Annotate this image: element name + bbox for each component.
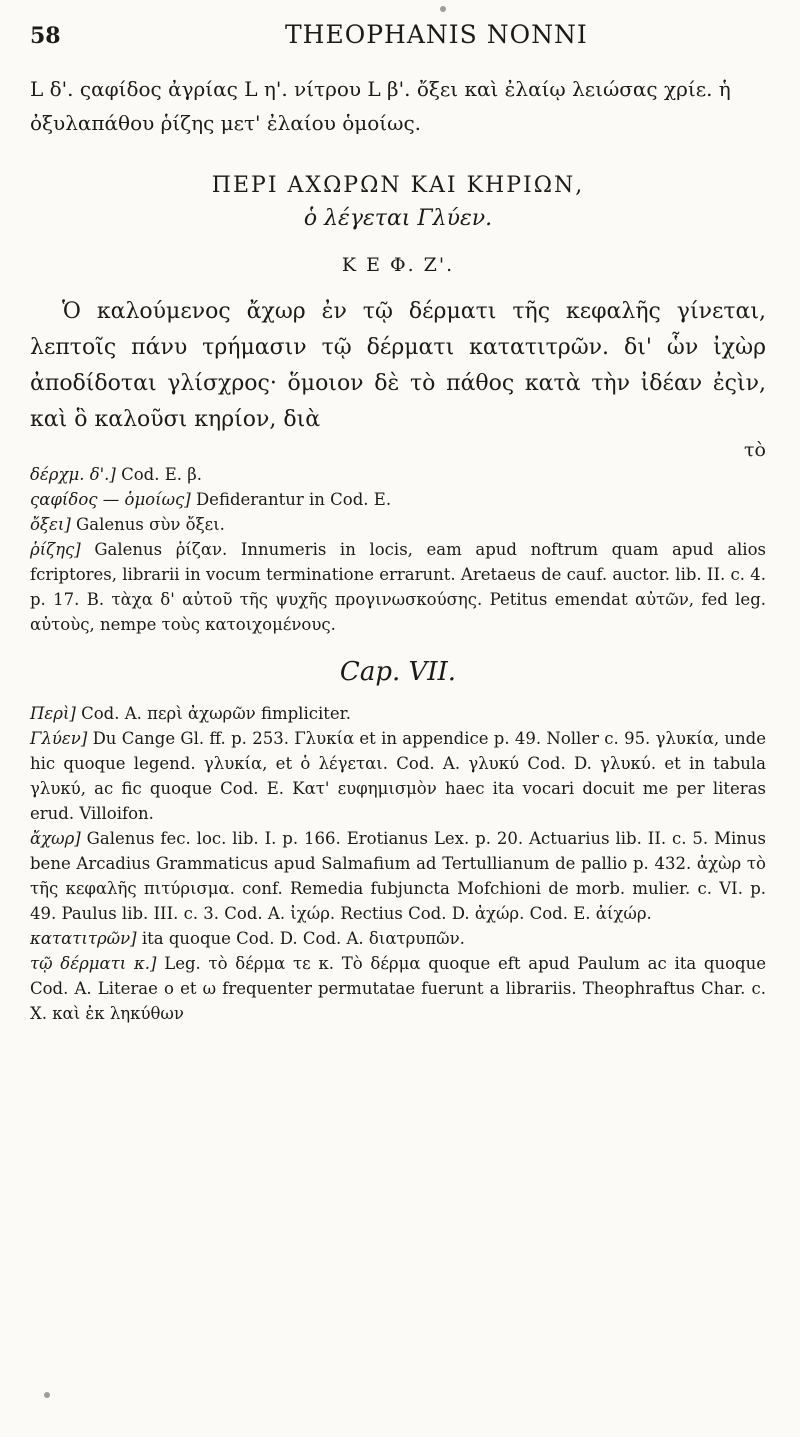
note-text: Galenus ῥίζαν. Innumeris in locis, eam apud noftrum quam apud alios fcriptores, librarii in vocum terminatione errarunt. Aretaeus de cauf. auctor. lib. II. c. 4. p. 17. B. τὰχα δ' αὐτοῦ τῆς ψυχῆς προγινωσκούσης. Petitus emendat αὐτῶν, fed leg. αὐτοὺς, nempe τοὺς κατοιχομένους. <box>30 540 767 634</box>
note-item <box>30 512 766 537</box>
note-lemma: ἄχωρ] <box>30 829 81 848</box>
note-lemma: κατατιτρῶν] <box>30 929 137 948</box>
running-title: THEOPHANIS NONNI <box>285 20 588 49</box>
page-number: 58 <box>30 23 61 49</box>
note-item <box>30 462 766 487</box>
note-text: Defiderantur in Cod. E. <box>195 490 392 509</box>
ink-spot <box>44 1392 50 1398</box>
chapter-notes-block <box>30 701 766 1026</box>
chapter-heading: Cap. VII. <box>339 657 457 687</box>
note-lemma: Γλύεν] <box>30 729 88 748</box>
note-text: ita quoque Cod. D. Cod. A. διατρυπῶν. <box>141 929 465 948</box>
chapter-reference: Κ Ε Φ. Ζ'. <box>341 254 455 276</box>
top-note-text: L δ'. ςαφίδος ἀγρίας L η'. νίτρου L β'. ὄξει καὶ ἐλαίῳ λειώσας χρίε. ἡ ὀξυλαπάθου ῥίζης μετ' ἐλαίου ὁμοίως. <box>30 77 731 135</box>
note-item <box>30 537 766 637</box>
section-subtitle: ὁ λέγεται Γλύεν. <box>303 206 493 231</box>
note-lemma: ςαφίδος — ὁμοίως] <box>30 490 191 509</box>
note-text: Leg. τὸ δέρμα τε κ. Τὸ δέρμα quoque eft apud Paulum ac ita quoque Cod. A. Literae ο et ω frequenter permutatae fuerunt a librariis. Theophraftus Char. c. X. καὶ ἐκ ληκύθων <box>30 954 767 1023</box>
note-text: Cod. E. β. <box>121 465 203 484</box>
note-item <box>30 701 766 726</box>
note-lemma: ὄξει] <box>30 515 71 534</box>
note-lemma: ῥίζης] <box>30 540 81 559</box>
note-text: Galenus fec. loc. lib. I. p. 166. Erotianus Lex. p. 20. Actuarius lib. II. c. 5. Minus bene Arcadius Grammaticus apud Salmafium ad Tertullianum de pallio p. 432. ἀχὼρ τὸ τῆς κεφαλῆς πιτύρισμα. conf. Remedia fubjuncta Mofchioni de morb. mulier. c. VI. p. 49. Paulus lib. III. c. 3. Cod. A. ἰχώρ. Rectius Cod. D. ἀχώρ. Cod. E. ἀίχώρ. <box>30 829 766 923</box>
section-title: ΠΕΡΙ ΑΧΩΡΩΝ ΚΑΙ ΚΗΡΙΩΝ, <box>211 173 585 198</box>
note-lemma: τῷ δέρματι κ.] <box>30 954 157 973</box>
note-item <box>30 726 766 826</box>
note-lemma: Περὶ] <box>30 704 76 723</box>
note-item <box>30 926 766 951</box>
note-item <box>30 951 766 1026</box>
note-item <box>30 826 766 926</box>
note-lemma: δέρχμ. δ'.] <box>30 465 116 484</box>
note-text: Galenus σὺν ὄξει. <box>76 515 225 534</box>
notes-block <box>30 462 766 637</box>
catchword: τὸ <box>744 439 766 461</box>
note-item <box>30 487 766 512</box>
ink-spot <box>440 6 446 12</box>
note-text: Du Cange Gl. ff. p. 253. Γλυκία et in appendice p. 49. Noller c. 95. γλυκία, unde hic quoque legend. γλυκία, et ὁ λέγεται. Cod. A. γλυκύ Cod. D. γλυκύ. et in tabula γλυκύ, ac fic quoque Cod. E. Κατ' ευφημισμὸν haec ita vocari docuit me per literas erud. Villoifon. <box>30 729 766 823</box>
main-text-block <box>30 294 766 438</box>
note-text: Cod. A. περὶ ἀχωρῶν fimpliciter. <box>81 704 351 723</box>
running-head <box>30 20 766 60</box>
main-text: Ὁ καλούμενος ἄχωρ ἐν τῷ δέρματι τῆς κεφαλῆς γίνεται, λεπτοῖς πάνυ τρήμασιν τῷ δέρματι κατατιτρῶν. δι' ὧν ἰχὼρ ἀποδίδοται γλίσχρος· ὅμοιον δὲ τὸ πάθος κατὰ τὴν ἰδέαν ἐςὶν, καὶ ὃ καλοῦσι κηρίον, διὰ <box>30 299 766 432</box>
